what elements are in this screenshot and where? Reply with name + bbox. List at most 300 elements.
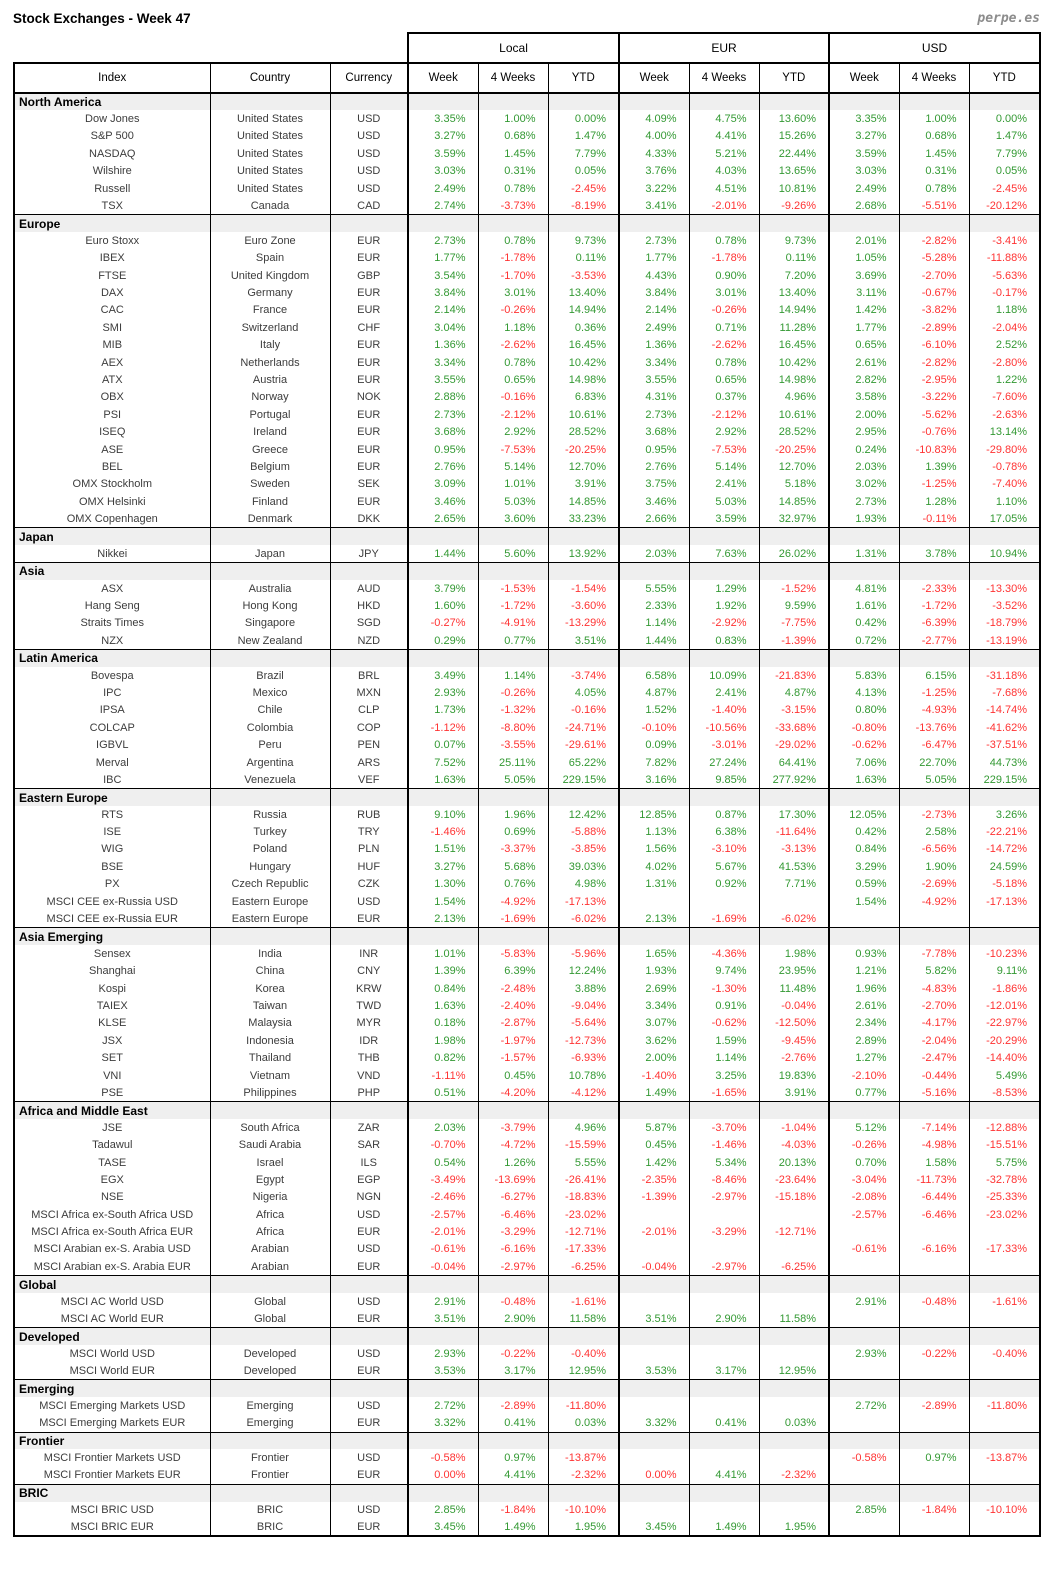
table-row [14,250,1040,267]
section-filler [829,528,899,545]
value-cell: -2.63% [969,406,1040,423]
value-cell: -32.78% [969,1171,1040,1188]
value-cell: -0.80% [829,719,899,736]
value-cell [759,1345,829,1362]
value-cell: 2.91% [408,1293,478,1310]
country-cell: United Kingdom [210,267,330,284]
value-cell: 25.11% [478,754,548,771]
value-cell: 3.60% [478,510,548,527]
section-filler [899,215,969,232]
value-cell: -2.62% [478,336,548,353]
value-cell: -17.33% [548,1241,619,1258]
value-cell: 2.34% [829,1015,899,1032]
section-title: Frontier [14,1432,210,1449]
value-cell: 2.13% [619,910,689,927]
value-cell: -3.29% [689,1223,759,1240]
currency-cell: SGD [330,615,408,632]
value-cell: -1.69% [689,910,759,927]
section-title: Europe [14,215,210,232]
value-cell: 12.24% [548,963,619,980]
value-cell: -18.83% [548,1189,619,1206]
country-cell: Hong Kong [210,597,330,614]
country-cell: Saudi Arabia [210,1136,330,1153]
value-cell: 9.59% [759,597,829,614]
value-cell: -12.71% [759,1223,829,1240]
value-cell: 1.42% [829,302,899,319]
value-cell: -11.73% [899,1171,969,1188]
index-cell: IPC [14,684,210,701]
value-cell: -6.93% [548,1049,619,1066]
value-cell: 9.73% [759,232,829,249]
value-cell: 2.68% [829,197,899,214]
section-filler [969,1380,1040,1397]
index-cell: MSCI Arabian ex-S. Arabia EUR [14,1258,210,1275]
currency-cell: EUR [330,1223,408,1240]
value-cell: -0.16% [548,702,619,719]
value-cell: 4.98% [548,876,619,893]
value-cell: 0.42% [829,615,899,632]
section-filler [408,93,478,110]
value-cell: 0.92% [689,876,759,893]
value-cell: 2.93% [408,684,478,701]
value-cell: 2.95% [829,423,899,440]
index-cell: ASX [14,580,210,597]
currency-cell: USD [330,128,408,145]
value-cell: 0.11% [548,250,619,267]
value-cell: -24.71% [548,719,619,736]
value-cell: -2.32% [548,1467,619,1484]
country-cell: Japan [210,545,330,562]
section-title: Global [14,1276,210,1293]
value-cell: -0.04% [408,1258,478,1275]
value-cell [619,1206,689,1223]
header-spacer [14,33,210,63]
value-cell: -2.97% [689,1258,759,1275]
value-cell: 1.49% [619,1084,689,1101]
value-cell: -6.46% [478,1206,548,1223]
value-cell [899,1363,969,1380]
currency-cell: ILS [330,1154,408,1171]
value-cell: -3.73% [478,197,548,214]
value-cell: 4.09% [619,110,689,127]
index-cell: PSE [14,1084,210,1101]
section-filler [548,563,619,580]
country-cell: Sweden [210,476,330,493]
section-filler [899,1102,969,1119]
value-cell: 12.95% [548,1363,619,1380]
value-cell: 2.00% [619,1049,689,1066]
value-cell: 1.45% [478,145,548,162]
value-cell [899,1519,969,1536]
value-cell [969,1363,1040,1380]
section-filler [330,563,408,580]
value-cell: 7.06% [829,754,899,771]
section-filler [619,1380,689,1397]
value-cell: -4.83% [899,980,969,997]
value-cell: -17.13% [969,893,1040,910]
value-cell: -1.61% [548,1293,619,1310]
value-cell: -1.72% [478,597,548,614]
country-cell: Taiwan [210,997,330,1014]
currency-cell: USD [330,1345,408,1362]
value-cell: -8.53% [969,1084,1040,1101]
value-cell: 13.40% [548,284,619,301]
value-cell: 3.02% [829,476,899,493]
index-cell: SET [14,1049,210,1066]
value-cell: 2.85% [829,1502,899,1519]
value-cell: 2.85% [408,1502,478,1519]
currency-cell: EUR [330,1363,408,1380]
value-cell: 5.68% [478,858,548,875]
index-cell: MSCI World USD [14,1345,210,1362]
value-cell: -23.02% [548,1206,619,1223]
value-cell: 23.95% [759,963,829,980]
value-cell: -7.60% [969,389,1040,406]
value-cell [619,1293,689,1310]
table-row [14,284,1040,301]
table-row [14,1310,1040,1327]
currency-cell: TRY [330,823,408,840]
country-cell: China [210,963,330,980]
value-cell: 0.65% [689,371,759,388]
index-cell: Hang Seng [14,597,210,614]
value-cell: -1.39% [759,632,829,649]
section-title: BRIC [14,1484,210,1501]
section-filler [899,928,969,945]
value-cell: -2.70% [899,997,969,1014]
index-cell: CAC [14,302,210,319]
index-cell: NSE [14,1189,210,1206]
section-filler [759,563,829,580]
value-cell: 28.52% [759,423,829,440]
value-cell: 7.82% [619,754,689,771]
value-cell: 3.46% [619,493,689,510]
section-filler [478,1484,548,1501]
table-row [14,354,1040,371]
country-cell: Euro Zone [210,232,330,249]
section-filler [899,1276,969,1293]
value-cell: 3.25% [689,1067,759,1084]
value-cell: 7.79% [548,145,619,162]
currency-cell: CNY [330,963,408,980]
value-cell: -0.62% [689,1015,759,1032]
value-cell: -2.33% [899,580,969,597]
index-cell: IGBVL [14,736,210,753]
country-cell: Arabian [210,1258,330,1275]
country-cell: Mexico [210,684,330,701]
index-cell: JSX [14,1032,210,1049]
value-cell: 0.78% [689,232,759,249]
value-cell [689,1293,759,1310]
value-cell: 16.45% [548,336,619,353]
value-cell: 0.76% [478,876,548,893]
value-cell: -0.61% [829,1241,899,1258]
value-cell: 3.53% [408,1363,478,1380]
value-cell: 3.34% [408,354,478,371]
value-cell: 0.93% [829,945,899,962]
value-cell: 0.24% [829,441,899,458]
currency-cell: HUF [330,858,408,875]
currency-cell: HKD [330,597,408,614]
country-cell: Philippines [210,1084,330,1101]
value-cell: 1.56% [619,841,689,858]
table-row [14,1223,1040,1240]
value-cell: -1.57% [478,1049,548,1066]
index-cell: MSCI Emerging Markets USD [14,1397,210,1414]
value-cell: -5.18% [969,876,1040,893]
value-cell: 3.51% [619,1310,689,1327]
value-cell: 5.21% [689,145,759,162]
value-cell: -11.80% [548,1397,619,1414]
value-cell: 0.68% [478,128,548,145]
value-cell: 2.74% [408,197,478,214]
currency-cell: KRW [330,980,408,997]
country-cell: United States [210,110,330,127]
section-filler [829,1102,899,1119]
country-cell: BRIC [210,1502,330,1519]
section-filler [478,1380,548,1397]
value-cell: 1.49% [689,1519,759,1536]
value-cell: -7.53% [478,441,548,458]
table-row [14,1363,1040,1380]
value-cell [829,1223,899,1240]
section-filler [689,215,759,232]
value-cell: 11.58% [759,1310,829,1327]
currency-cell: DKK [330,510,408,527]
value-cell: 1.61% [829,597,899,614]
table-row [14,302,1040,319]
value-cell [619,1397,689,1414]
country-cell: United States [210,163,330,180]
value-cell: -4.91% [478,615,548,632]
section-filler [689,1102,759,1119]
value-cell: 0.54% [408,1154,478,1171]
currency-cell: USD [330,1397,408,1414]
value-cell: 19.83% [759,1067,829,1084]
value-cell: 0.90% [689,267,759,284]
country-cell: Belgium [210,458,330,475]
value-cell: -0.26% [689,302,759,319]
section-row [14,215,1040,232]
value-cell: -0.27% [408,615,478,632]
value-cell: -2.46% [408,1189,478,1206]
value-cell: 5.14% [478,458,548,475]
value-cell: 2.49% [408,180,478,197]
value-cell: -2.82% [899,232,969,249]
value-cell: 1.14% [689,1049,759,1066]
value-cell: -29.61% [548,736,619,753]
value-cell: -1.25% [899,476,969,493]
value-cell: -31.18% [969,667,1040,684]
value-cell: 5.82% [899,963,969,980]
currency-cell: USD [330,110,408,127]
value-cell: 4.02% [619,858,689,875]
value-cell: 4.41% [478,1467,548,1484]
section-filler [899,789,969,806]
country-cell: Eastern Europe [210,893,330,910]
value-cell: 11.48% [759,980,829,997]
section-row [14,928,1040,945]
section-filler [969,563,1040,580]
table-row [14,980,1040,997]
value-cell: -2.57% [829,1206,899,1223]
currency-cell: CAD [330,197,408,214]
section-row [14,563,1040,580]
section-filler [759,215,829,232]
currency-cell: GBP [330,267,408,284]
table-row [14,684,1040,701]
value-cell: 26.02% [759,545,829,562]
value-cell: 13.92% [548,545,619,562]
value-cell: 0.65% [829,336,899,353]
value-cell: -2.87% [478,1015,548,1032]
value-cell: -6.44% [899,1189,969,1206]
section-filler [899,93,969,110]
value-cell: -1.70% [478,267,548,284]
value-cell: 0.80% [829,702,899,719]
section-filler [330,1484,408,1501]
value-cell: -14.74% [969,702,1040,719]
value-cell: -11.88% [969,250,1040,267]
value-cell: 0.68% [899,128,969,145]
section-filler [478,650,548,667]
section-filler [829,928,899,945]
col-header-ytd: YTD [759,63,829,93]
value-cell: 5.34% [689,1154,759,1171]
value-cell: 2.61% [829,354,899,371]
value-cell: 5.75% [969,1154,1040,1171]
value-cell: -13.87% [969,1449,1040,1466]
value-cell: -12.73% [548,1032,619,1049]
value-cell: 0.70% [829,1154,899,1171]
value-cell: 0.42% [829,823,899,840]
section-filler [408,789,478,806]
value-cell: 10.09% [689,667,759,684]
value-cell: -13.30% [969,580,1040,597]
value-cell: 3.84% [619,284,689,301]
value-cell: 2.66% [619,510,689,527]
table-row [14,963,1040,980]
section-filler [330,650,408,667]
value-cell: -4.36% [689,945,759,962]
section-filler [210,1102,330,1119]
section-filler [969,93,1040,110]
country-cell: Australia [210,580,330,597]
col-header-4weeks: 4 Weeks [689,63,759,93]
value-cell: 0.36% [548,319,619,336]
value-cell: -2.08% [829,1189,899,1206]
table-row [14,1206,1040,1223]
section-filler [969,928,1040,945]
table-row [14,371,1040,388]
index-cell: MIB [14,336,210,353]
table-row [14,771,1040,788]
value-cell: -9.04% [548,997,619,1014]
country-cell: Korea [210,980,330,997]
value-cell: 2.82% [829,371,899,388]
value-cell: -4.72% [478,1136,548,1153]
section-filler [829,563,899,580]
value-cell: 0.78% [478,354,548,371]
value-cell: -3.74% [548,667,619,684]
value-cell: -20.25% [548,441,619,458]
value-cell: -7.75% [759,615,829,632]
value-cell: -14.40% [969,1049,1040,1066]
value-cell: 2.73% [829,493,899,510]
country-cell: Finland [210,493,330,510]
value-cell: 16.45% [759,336,829,353]
value-cell: 1.96% [478,806,548,823]
value-cell: 0.83% [689,632,759,649]
value-cell: 3.35% [408,110,478,127]
index-cell: Nikkei [14,545,210,562]
value-cell: 1.44% [408,545,478,562]
section-filler [899,650,969,667]
value-cell: 4.96% [548,1119,619,1136]
col-header-ytd: YTD [548,63,619,93]
value-cell: -0.26% [478,684,548,701]
value-cell: 12.05% [829,806,899,823]
table-row [14,197,1040,214]
value-cell: -2.04% [899,1032,969,1049]
value-cell: 1.29% [689,580,759,597]
value-cell: 9.11% [969,963,1040,980]
section-filler [969,1102,1040,1119]
value-cell: -3.37% [478,841,548,858]
value-cell: 3.11% [829,284,899,301]
section-filler [408,1276,478,1293]
value-cell: 9.74% [689,963,759,980]
value-cell: 0.78% [478,180,548,197]
section-filler [759,1432,829,1449]
section-filler [330,1380,408,1397]
value-cell: -0.70% [408,1136,478,1153]
value-cell: 17.05% [969,510,1040,527]
section-filler [478,1432,548,1449]
value-cell: 2.93% [829,1345,899,1362]
value-cell: 4.33% [619,145,689,162]
value-cell: -2.76% [759,1049,829,1066]
value-cell [829,1415,899,1432]
value-cell: -3.10% [689,841,759,858]
value-cell: 3.62% [619,1032,689,1049]
value-cell: -0.48% [478,1293,548,1310]
table-row [14,441,1040,458]
index-cell: MSCI BRIC EUR [14,1519,210,1536]
value-cell: 0.00% [619,1467,689,1484]
country-cell: New Zealand [210,632,330,649]
value-cell: 0.97% [478,1449,548,1466]
value-cell: 0.97% [899,1449,969,1466]
value-cell: 0.37% [689,389,759,406]
section-title: North America [14,93,210,110]
section-filler [408,650,478,667]
value-cell: 0.59% [829,876,899,893]
index-cell: MSCI World EUR [14,1363,210,1380]
section-filler [210,789,330,806]
index-cell: MSCI Frontier Markets USD [14,1449,210,1466]
section-title: Emerging [14,1380,210,1397]
value-cell: 1.77% [829,319,899,336]
country-cell: Spain [210,250,330,267]
value-cell: 2.76% [619,458,689,475]
col-header-week: Week [408,63,478,93]
index-cell: ISE [14,823,210,840]
currency-cell: PHP [330,1084,408,1101]
value-cell: -6.16% [478,1241,548,1258]
country-cell: BRIC [210,1519,330,1536]
value-cell: 0.41% [689,1415,759,1432]
